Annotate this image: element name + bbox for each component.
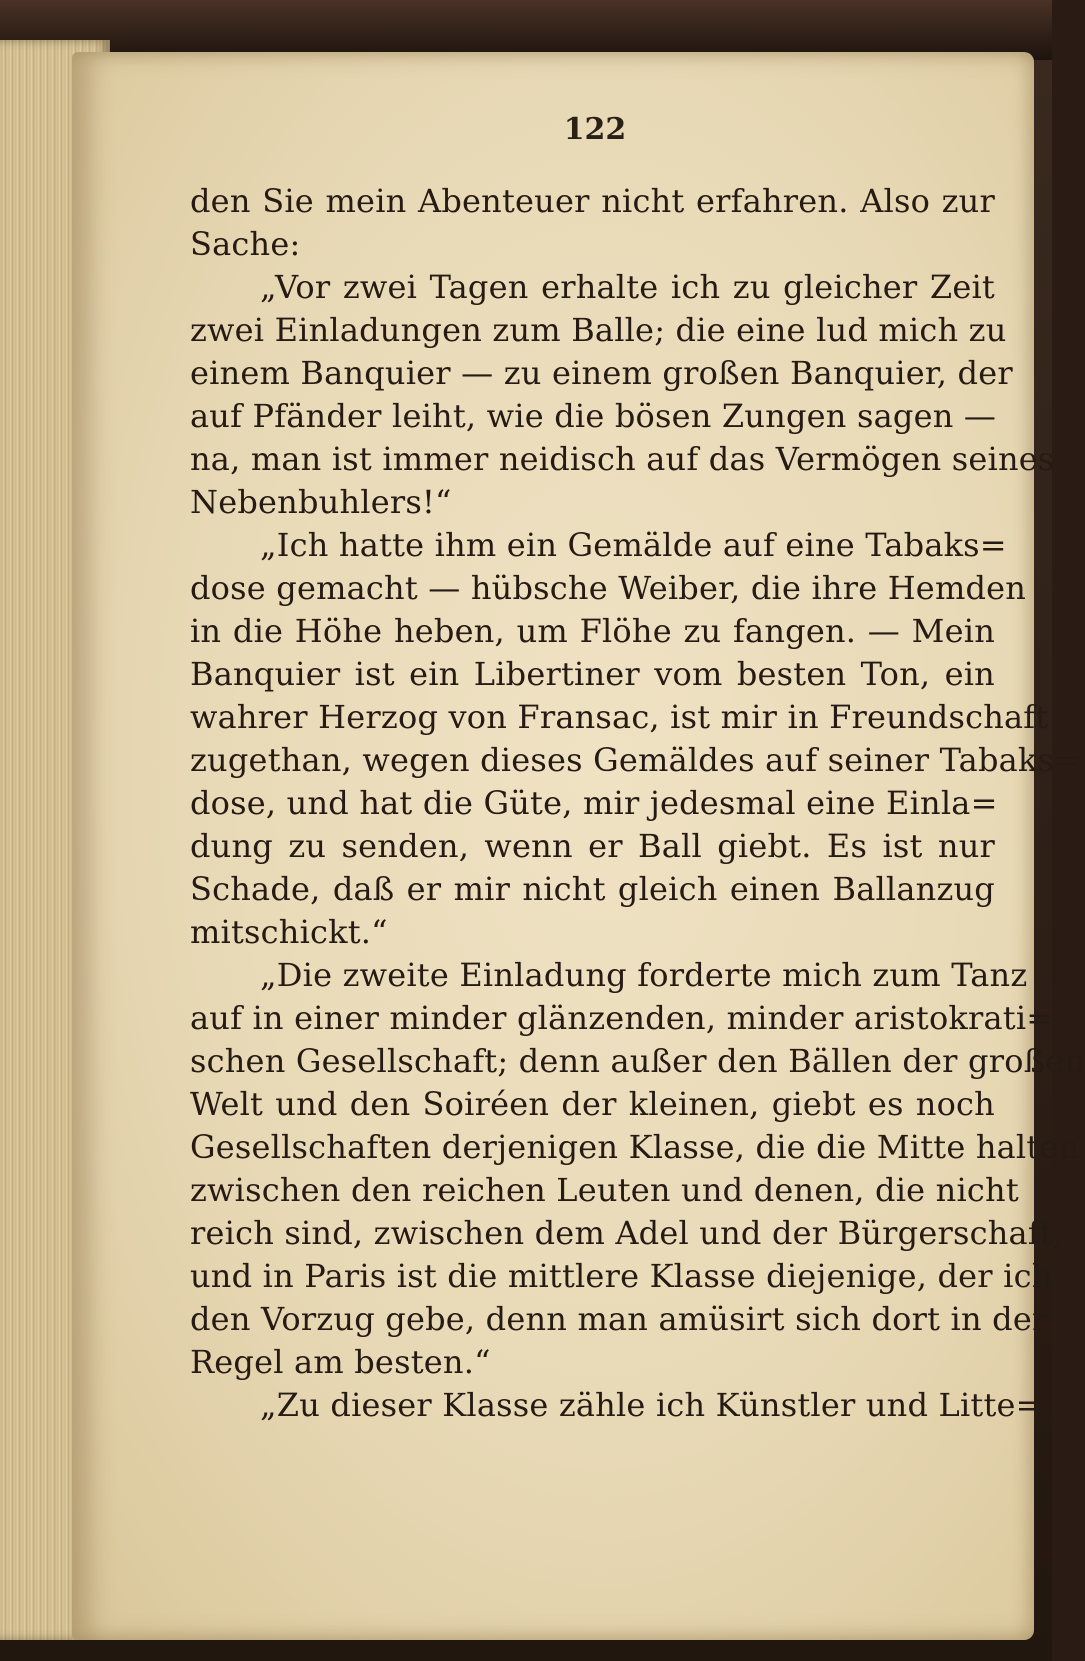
page-number: 122 [563, 112, 627, 147]
text-line: Schade, daß er mir nicht gleich einen Ballanzug [190, 870, 995, 908]
text-line: und in Paris ist die mittlere Klasse diejenige, der ich [190, 1257, 1053, 1295]
text-line: zwei Einladungen zum Balle; die eine lud mich zu [190, 311, 1007, 349]
text-line: schen Gesellschaft; denn außer den Bällen der großen [190, 1042, 1085, 1080]
text-line: Banquier ist ein Libertiner vom besten Ton, ein [190, 655, 995, 693]
text-line: Regel am besten.“ [190, 1343, 491, 1381]
text-line: wahrer Herzog von Fransac, ist mir in Freundschaft [190, 698, 1049, 736]
text-line: den Sie mein Abenteuer nicht erfahren. Also zur [190, 182, 995, 220]
text-line: „Vor zwei Tagen erhalte ich zu gleicher Zeit [260, 268, 995, 306]
text-line: „Zu dieser Klasse zähle ich Künstler und Litte= [260, 1386, 1043, 1424]
text-line: zwischen den reichen Leuten und denen, die nicht [190, 1171, 1019, 1209]
page-text [190, 180, 1085, 1427]
text-line: auf in einer minder glänzenden, minder aristokrati= [190, 999, 1054, 1037]
text-line: dose gemacht — hübsche Weiber, die ihre Hemden [190, 569, 1027, 607]
text-line: zugethan, wegen dieses Gemäldes auf seiner Tabaks= [190, 741, 1082, 779]
text-line: Gesellschaften derjenigen Klasse, die die Mitte halten [190, 1128, 1080, 1166]
text-line: Nebenbuhlers!“ [190, 483, 452, 521]
text-line: na, man ist immer neidisch auf das Vermögen seines [190, 440, 1055, 478]
text-line: den Vorzug gebe, denn man amüsirt sich dort in der [190, 1300, 1048, 1338]
text-line: Welt und den Soiréen der kleinen, giebt es noch [190, 1085, 995, 1123]
text-line: „Die zweite Einladung forderte mich zum Tanz [260, 956, 1028, 994]
text-line: einem Banquier — zu einem großen Banquier, der [190, 354, 1013, 392]
text-line: mitschickt.“ [190, 913, 388, 951]
text-line: „Ich hatte ihm ein Gemälde auf eine Tabaks= [260, 526, 1007, 564]
text-line: dung zu senden, wenn er Ball giebt. Es ist nur [190, 827, 995, 865]
text-line: dose, und hat die Güte, mir jedesmal eine Einla= [190, 784, 998, 822]
text-line: auf Pfänder leiht, wie die bösen Zungen sagen — [190, 397, 997, 435]
text-line: in die Höhe heben, um Flöhe zu fangen. — Mein [190, 612, 995, 650]
book-cover-edge [0, 0, 1052, 60]
text-line: Sache: [190, 225, 301, 263]
text-line: reich sind, zwischen dem Adel und der Bürgerschaft, [190, 1214, 1064, 1252]
